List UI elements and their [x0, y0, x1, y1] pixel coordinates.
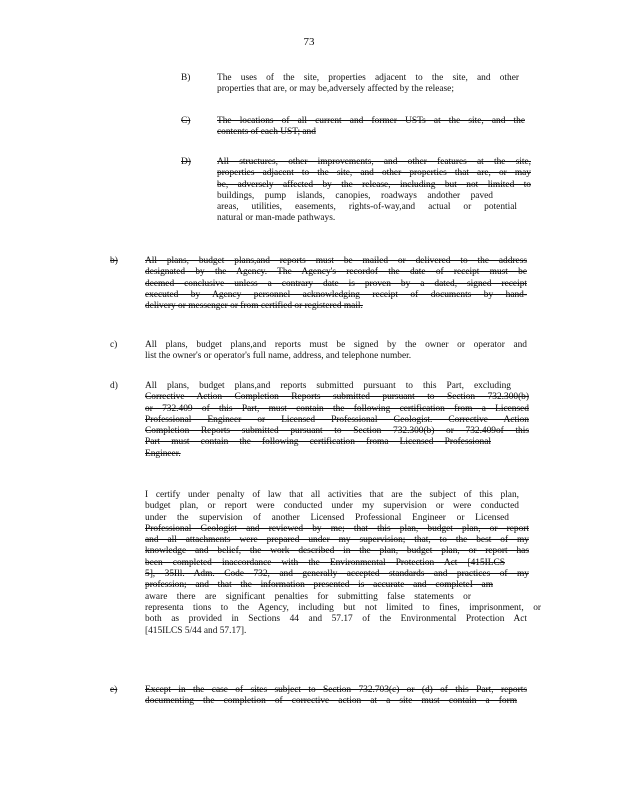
paragraph-c-label: c) — [110, 340, 118, 350]
subsection-c-text — [217, 116, 525, 139]
text-line: The uses of the site, properties adjacent to the site, and other — [217, 73, 519, 83]
text-line: Except in the case of sites subject to Section 732.703(c) or (d) of this Part, reports — [145, 685, 527, 695]
text-line: aware there are significant penalties for submitting false statements or — [145, 591, 471, 602]
text-line: Professional Engineer or Licensed Professional Geologist. Corrective Action — [145, 414, 529, 425]
text-line: delivery or messenger or from certified or registered mail. — [145, 301, 363, 312]
paragraph-d-label: d) — [110, 381, 118, 391]
text-line: properties that are, or may be,adversely affected by the release; — [217, 84, 454, 95]
text-line: documenting the completion of corrective action at a site must contain a form — [145, 696, 517, 707]
subsection-d-text — [217, 157, 531, 225]
certification-text — [145, 490, 541, 637]
paragraph-d-text — [145, 381, 529, 460]
paragraph-c-text — [145, 340, 527, 363]
paragraph-b-label: b) — [110, 256, 118, 266]
text-line: All plans, budget plans,and reports must be signed by the owner or operator and — [145, 340, 527, 350]
text-line: 5], 35Ill. Adm. Code 732, and generally accepted standards and practices of my — [145, 569, 529, 580]
subsection-c-label: C) — [181, 116, 191, 126]
page-number: 73 — [303, 36, 315, 48]
text-line: both as provided in Sections 44 and 57.17 of the Environmental Protection Act — [145, 614, 527, 625]
text-line: list the owner's or operator's full name, address, and telephone number. — [145, 351, 412, 362]
text-line: I certify under penalty of law that all activities that are the subject of this plan, — [145, 490, 519, 500]
text-line: The locations of all current and former USTs at the site, and the — [217, 116, 525, 126]
subsection-d-label: D) — [181, 157, 191, 167]
text-line: deemed conclusive unless a contrary date is proven by a dated, signed receipt — [145, 278, 527, 289]
text-line: budget plan, or report were conducted under my supervision or were conducted — [145, 501, 519, 512]
text-line: designated by the Agency. The Agency's recordof the date of receipt must be — [145, 267, 527, 278]
text-line: under the supervision of another Licensed Professional Engineer or Licensed — [145, 512, 509, 523]
text-line: All plans, budget plans,and reports must be mailed or delivered to the address — [145, 256, 527, 266]
paragraph-e-text — [145, 685, 527, 708]
text-line: buildings, pump islands, canopies, roadways andother paved — [217, 190, 493, 201]
text-line: be, adversely affected by the release, including but not limited to — [217, 179, 531, 190]
text-line: contents of each UST; and — [217, 127, 316, 138]
text-line: natural or man-made pathways. — [217, 213, 336, 224]
text-line: Corrective Action Completion Reports submitted pursuant to Section 732.300(b) — [145, 392, 529, 403]
text-line: [415ILCS 5/44 and 57.17]. — [145, 625, 247, 636]
text-line: Professional Geologist and reviewed by me; that this plan, budget plan, or report — [145, 523, 529, 534]
subsection-b-label: B) — [181, 73, 191, 83]
text-line: been completed inaccordance with the Environmental Protection Act [415ILCS — [145, 557, 505, 568]
text-line: areas, utilities, easements, rights-of-way,and actual or potential — [217, 202, 517, 213]
text-line: properties adjacent to the site, and other properties that are, or may — [217, 168, 531, 179]
text-line: All plans, budget plans,and reports submitted pursuant to this Part, excluding — [145, 381, 511, 391]
text-line: knowledge and belief, the work described in the plan, budget plan, or report has — [145, 546, 529, 557]
text-line: or 732.409 of this Part, must contain the following certification from a Licensed — [145, 403, 529, 414]
text-line: executed by Agency personnel acknowledging receipt of documents by hand- — [145, 289, 527, 300]
text-line: All structures, other improvements, and other features at the site, — [217, 157, 531, 167]
text-line: representa tions to the Agency, including but not limited to fines, imprisonment, or — [145, 602, 541, 613]
text-line: Part must contain the following certification froma Licensed Professional — [145, 437, 491, 448]
text-line: Engineer. — [145, 448, 181, 459]
subsection-b-text — [217, 73, 519, 96]
paragraph-b-text — [145, 256, 527, 312]
text-line: profession; and that the information presented is accurate and completeI am — [145, 580, 493, 591]
text-line: and all attachments were prepared under my supervision; that, to the best of my — [145, 535, 529, 546]
paragraph-e-label: e) — [110, 685, 118, 695]
text-line: Completion Reports submitted pursuant to Section 732.300(b) or 732.409of this — [145, 426, 529, 437]
